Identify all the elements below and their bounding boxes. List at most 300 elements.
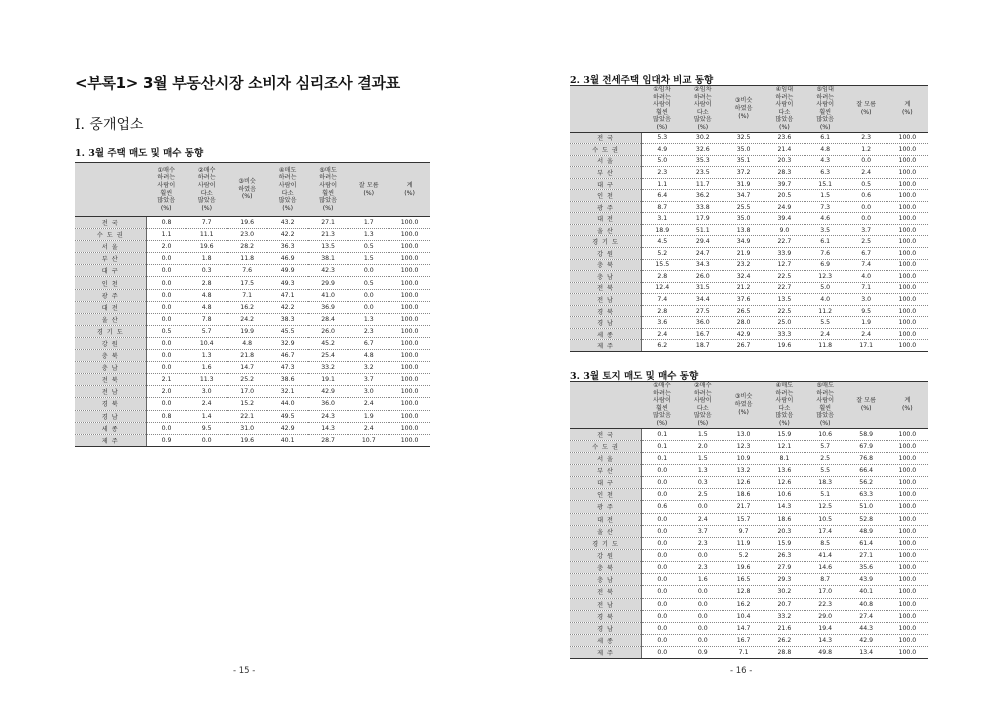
value-cell: 13.5 <box>764 294 805 306</box>
value-cell: 42.2 <box>267 301 307 313</box>
value-cell: 10.7 <box>348 434 389 446</box>
value-cell: 6.7 <box>348 337 389 349</box>
value-cell: 21.8 <box>227 350 267 362</box>
value-cell: 19.6 <box>764 340 805 352</box>
value-cell: 49.8 <box>805 647 846 659</box>
table-row <box>75 301 430 313</box>
value-cell: 27.5 <box>682 305 723 317</box>
value-cell: 40.1 <box>846 586 887 598</box>
value-cell: 6.2 <box>642 340 683 352</box>
value-cell: 0.0 <box>642 464 683 476</box>
value-cell: 19.6 <box>227 217 267 229</box>
value-cell: 100.0 <box>887 201 928 213</box>
value-cell: 2.0 <box>146 386 186 398</box>
value-cell: 46.9 <box>267 253 307 265</box>
value-cell: 32.9 <box>267 337 307 349</box>
value-cell: 3.0 <box>348 386 389 398</box>
value-cell: 38.1 <box>308 253 348 265</box>
region-cell: 경 기 도 <box>570 236 642 248</box>
value-cell: 19.4 <box>805 622 846 634</box>
value-cell: 18.7 <box>682 340 723 352</box>
column-header: ③비슷 하였음 (%) <box>723 382 764 429</box>
value-cell: 25.0 <box>764 317 805 329</box>
region-cell: 울 산 <box>75 313 146 325</box>
value-cell: 5.2 <box>642 248 683 260</box>
value-cell: 1.7 <box>348 217 389 229</box>
value-cell: 49.9 <box>267 265 307 277</box>
value-cell: 100.0 <box>389 289 430 301</box>
value-cell: 32.5 <box>723 132 764 144</box>
value-cell: 100.0 <box>389 229 430 241</box>
value-cell: 100.0 <box>389 362 430 374</box>
value-cell: 6.9 <box>805 259 846 271</box>
value-cell: 100.0 <box>887 213 928 225</box>
value-cell: 2.0 <box>682 440 723 452</box>
value-cell: 24.2 <box>227 313 267 325</box>
value-cell: 0.0 <box>348 301 389 313</box>
table-row <box>570 271 928 283</box>
value-cell: 27.1 <box>846 549 887 561</box>
value-cell: 26.7 <box>723 340 764 352</box>
region-cell: 서 울 <box>570 452 642 464</box>
value-cell: 100.0 <box>389 434 430 446</box>
value-cell: 100.0 <box>887 271 928 283</box>
column-header: ③비슷 하였음 (%) <box>723 86 764 133</box>
value-cell: 2.3 <box>682 562 723 574</box>
value-cell: 23.2 <box>723 259 764 271</box>
table-row <box>570 501 928 513</box>
value-cell: 12.4 <box>642 282 683 294</box>
column-header: ⑤매도 하려는 사람이 훨씬 많았음 (%) <box>308 163 348 217</box>
table-row <box>570 464 928 476</box>
value-cell: 2.4 <box>348 422 389 434</box>
value-cell: 3.7 <box>846 224 887 236</box>
value-cell: 48.9 <box>846 525 887 537</box>
value-cell: 6.7 <box>846 248 887 260</box>
region-cell: 대 전 <box>570 513 642 525</box>
value-cell: 4.8 <box>186 301 226 313</box>
value-cell: 1.2 <box>846 144 887 156</box>
value-cell: 22.5 <box>764 271 805 283</box>
region-cell: 대 전 <box>570 213 642 225</box>
column-header: ①매수 하려는 사람이 훨씬 많았음 (%) <box>146 163 186 217</box>
value-cell: 100.0 <box>887 513 928 525</box>
value-cell: 20.3 <box>764 525 805 537</box>
value-cell: 100.0 <box>887 259 928 271</box>
value-cell: 4.3 <box>805 155 846 167</box>
column-header: 잘 모름 (%) <box>846 382 887 429</box>
region-cell: 서 울 <box>570 155 642 167</box>
header-corner <box>570 382 642 429</box>
value-cell: 11.3 <box>186 374 226 386</box>
value-cell: 100.0 <box>389 277 430 289</box>
value-cell: 100.0 <box>887 562 928 574</box>
value-cell: 31.0 <box>227 422 267 434</box>
value-cell: 22.3 <box>805 598 846 610</box>
value-cell: 3.1 <box>642 213 683 225</box>
value-cell: 0.9 <box>682 647 723 659</box>
value-cell: 27.1 <box>308 217 348 229</box>
value-cell: 100.0 <box>389 265 430 277</box>
value-cell: 8.5 <box>805 537 846 549</box>
value-cell: 0.0 <box>146 301 186 313</box>
table-row <box>75 313 430 325</box>
value-cell: 100.0 <box>887 452 928 464</box>
value-cell: 0.0 <box>682 501 723 513</box>
value-cell: 49.5 <box>267 410 307 422</box>
value-cell: 41.0 <box>308 289 348 301</box>
value-cell: 11.7 <box>682 178 723 190</box>
value-cell: 7.4 <box>642 294 683 306</box>
table-row <box>75 422 430 434</box>
value-cell: 10.4 <box>723 610 764 622</box>
region-cell: 경 기 도 <box>75 325 146 337</box>
region-cell: 부 산 <box>570 167 642 179</box>
column-header: ②임차 하려는 사람이 다소 많았음 (%) <box>682 86 723 133</box>
table-row <box>570 562 928 574</box>
value-cell: 16.2 <box>227 301 267 313</box>
region-cell: 경 기 도 <box>570 537 642 549</box>
region-cell: 경 북 <box>75 398 146 410</box>
column-header: 잘 모름 (%) <box>348 163 389 217</box>
value-cell: 2.0 <box>146 241 186 253</box>
value-cell: 1.1 <box>642 178 683 190</box>
table-row <box>75 289 430 301</box>
table-row <box>75 434 430 446</box>
value-cell: 100.0 <box>887 477 928 489</box>
value-cell: 13.6 <box>764 464 805 476</box>
column-header: ①임차 하려는 사람이 훨씬 많았음 (%) <box>642 86 683 133</box>
value-cell: 19.6 <box>186 241 226 253</box>
value-cell: 42.9 <box>267 422 307 434</box>
value-cell: 3.0 <box>186 386 226 398</box>
value-cell: 100.0 <box>887 549 928 561</box>
table-row <box>570 259 928 271</box>
value-cell: 100.0 <box>887 317 928 329</box>
value-cell: 63.3 <box>846 489 887 501</box>
table-row <box>570 282 928 294</box>
value-cell: 34.3 <box>682 259 723 271</box>
value-cell: 0.0 <box>186 434 226 446</box>
value-cell: 7.6 <box>805 248 846 260</box>
table-row <box>75 253 430 265</box>
value-cell: 58.9 <box>846 428 887 440</box>
value-cell: 22.7 <box>764 236 805 248</box>
value-cell: 4.8 <box>805 144 846 156</box>
value-cell: 100.0 <box>389 374 430 386</box>
value-cell: 17.0 <box>227 386 267 398</box>
header-corner <box>570 86 642 133</box>
value-cell: 0.0 <box>146 362 186 374</box>
housing-trade-table <box>75 162 430 447</box>
value-cell: 0.0 <box>846 213 887 225</box>
value-cell: 7.1 <box>723 647 764 659</box>
table-row <box>75 277 430 289</box>
value-cell: 7.1 <box>227 289 267 301</box>
value-cell: 100.0 <box>887 525 928 537</box>
region-cell: 인 천 <box>570 190 642 202</box>
page-number-left: - 15 - <box>233 666 256 676</box>
value-cell: 41.4 <box>805 549 846 561</box>
value-cell: 0.0 <box>146 253 186 265</box>
value-cell: 100.0 <box>887 598 928 610</box>
value-cell: 1.3 <box>682 464 723 476</box>
value-cell: 29.3 <box>764 574 805 586</box>
value-cell: 1.3 <box>348 229 389 241</box>
value-cell: 100.0 <box>389 398 430 410</box>
value-cell: 15.9 <box>764 428 805 440</box>
value-cell: 35.0 <box>723 213 764 225</box>
value-cell: 18.3 <box>805 477 846 489</box>
value-cell: 47.3 <box>267 362 307 374</box>
value-cell: 11.9 <box>723 537 764 549</box>
value-cell: 3.6 <box>642 317 683 329</box>
table-row <box>570 428 928 440</box>
region-cell: 전 북 <box>570 282 642 294</box>
value-cell: 0.0 <box>682 634 723 646</box>
value-cell: 1.9 <box>348 410 389 422</box>
table-row <box>570 513 928 525</box>
value-cell: 11.8 <box>227 253 267 265</box>
value-cell: 21.4 <box>764 144 805 156</box>
value-cell: 32.1 <box>267 386 307 398</box>
value-cell: 0.0 <box>146 422 186 434</box>
value-cell: 35.1 <box>723 155 764 167</box>
value-cell: 8.7 <box>805 574 846 586</box>
region-cell: 부 산 <box>570 464 642 476</box>
value-cell: 2.5 <box>682 489 723 501</box>
value-cell: 21.6 <box>764 622 805 634</box>
value-cell: 5.2 <box>723 549 764 561</box>
region-cell: 충 남 <box>570 271 642 283</box>
value-cell: 1.6 <box>682 574 723 586</box>
value-cell: 0.0 <box>642 622 683 634</box>
value-cell: 100.0 <box>887 428 928 440</box>
value-cell: 100.0 <box>887 155 928 167</box>
table-row <box>75 265 430 277</box>
value-cell: 5.3 <box>642 132 683 144</box>
value-cell: 0.3 <box>186 265 226 277</box>
column-header: 계 (%) <box>887 382 928 429</box>
value-cell: 100.0 <box>887 167 928 179</box>
value-cell: 10.5 <box>805 513 846 525</box>
table-3-title: 3. 3월 토지 매도 및 매수 동향 <box>570 371 699 382</box>
value-cell: 11.1 <box>186 229 226 241</box>
value-cell: 20.3 <box>764 155 805 167</box>
value-cell: 5.5 <box>805 317 846 329</box>
value-cell: 16.5 <box>723 574 764 586</box>
value-cell: 0.0 <box>348 289 389 301</box>
value-cell: 100.0 <box>887 144 928 156</box>
table-row <box>570 586 928 598</box>
value-cell: 0.6 <box>846 190 887 202</box>
table-row <box>75 337 430 349</box>
table-2-title: 2. 3월 전세주택 임대차 비교 동향 <box>570 75 714 86</box>
region-cell: 경 북 <box>570 610 642 622</box>
value-cell: 34.9 <box>723 236 764 248</box>
value-cell: 33.2 <box>308 362 348 374</box>
region-cell: 대 구 <box>75 265 146 277</box>
value-cell: 51.1 <box>682 224 723 236</box>
column-header: ②매수 하려는 사람이 다소 많았음 (%) <box>186 163 226 217</box>
value-cell: 12.6 <box>723 477 764 489</box>
value-cell: 13.2 <box>723 464 764 476</box>
value-cell: 2.4 <box>846 328 887 340</box>
value-cell: 28.8 <box>764 647 805 659</box>
value-cell: 20.7 <box>764 598 805 610</box>
value-cell: 45.2 <box>308 337 348 349</box>
column-header: ⑤임대 하려는 사람이 훨씬 많았음 (%) <box>805 86 846 133</box>
table-row <box>570 236 928 248</box>
region-cell: 전 남 <box>570 598 642 610</box>
value-cell: 0.0 <box>146 398 186 410</box>
table-row <box>75 217 430 229</box>
value-cell: 26.5 <box>723 305 764 317</box>
region-cell: 울 산 <box>570 224 642 236</box>
table-row <box>570 574 928 586</box>
value-cell: 2.4 <box>642 328 683 340</box>
value-cell: 34.7 <box>723 190 764 202</box>
table-row <box>570 248 928 260</box>
value-cell: 100.0 <box>389 301 430 313</box>
value-cell: 5.7 <box>186 325 226 337</box>
value-cell: 35.0 <box>723 144 764 156</box>
value-cell: 28.2 <box>227 241 267 253</box>
value-cell: 100.0 <box>887 236 928 248</box>
value-cell: 25.2 <box>227 374 267 386</box>
value-cell: 100.0 <box>389 241 430 253</box>
table-row <box>570 201 928 213</box>
value-cell: 30.2 <box>764 586 805 598</box>
value-cell: 25.5 <box>723 201 764 213</box>
value-cell: 0.5 <box>146 325 186 337</box>
value-cell: 15.7 <box>723 513 764 525</box>
value-cell: 37.6 <box>723 294 764 306</box>
value-cell: 30.2 <box>682 132 723 144</box>
value-cell: 1.5 <box>682 452 723 464</box>
table-row <box>570 328 928 340</box>
value-cell: 0.0 <box>642 574 683 586</box>
value-cell: 100.0 <box>887 305 928 317</box>
region-cell: 제 주 <box>570 340 642 352</box>
value-cell: 2.3 <box>682 537 723 549</box>
value-cell: 23.6 <box>764 132 805 144</box>
value-cell: 100.0 <box>887 634 928 646</box>
region-cell: 전 북 <box>75 374 146 386</box>
value-cell: 33.2 <box>764 610 805 622</box>
value-cell: 15.9 <box>764 537 805 549</box>
table-row <box>570 647 928 659</box>
value-cell: 17.4 <box>805 525 846 537</box>
value-cell: 100.0 <box>887 224 928 236</box>
value-cell: 4.5 <box>642 236 683 248</box>
value-cell: 0.0 <box>682 549 723 561</box>
value-cell: 2.8 <box>642 305 683 317</box>
value-cell: 14.3 <box>805 634 846 646</box>
value-cell: 16.2 <box>723 598 764 610</box>
table-row <box>75 374 430 386</box>
value-cell: 35.3 <box>682 155 723 167</box>
value-cell: 0.8 <box>146 410 186 422</box>
value-cell: 100.0 <box>887 501 928 513</box>
table-row <box>570 537 928 549</box>
value-cell: 66.4 <box>846 464 887 476</box>
region-cell: 충 북 <box>570 259 642 271</box>
table-row <box>570 190 928 202</box>
value-cell: 45.5 <box>267 325 307 337</box>
value-cell: 1.8 <box>186 253 226 265</box>
value-cell: 31.5 <box>682 282 723 294</box>
value-cell: 39.7 <box>764 178 805 190</box>
page-title: <부록1> 3월 부동산시장 소비자 심리조사 결과표 <box>75 74 400 92</box>
value-cell: 36.0 <box>682 317 723 329</box>
table-row <box>570 525 928 537</box>
value-cell: 1.5 <box>805 190 846 202</box>
region-cell: 강 원 <box>570 549 642 561</box>
value-cell: 17.0 <box>805 586 846 598</box>
region-cell: 경 남 <box>570 317 642 329</box>
table-row <box>570 549 928 561</box>
section-title: Ⅰ. 중개업소 <box>75 117 144 133</box>
value-cell: 14.7 <box>227 362 267 374</box>
value-cell: 7.1 <box>846 282 887 294</box>
value-cell: 36.2 <box>682 190 723 202</box>
table-row <box>570 132 928 144</box>
value-cell: 42.9 <box>723 328 764 340</box>
value-cell: 36.3 <box>267 241 307 253</box>
table-row <box>570 489 928 501</box>
value-cell: 3.2 <box>348 362 389 374</box>
value-cell: 8.1 <box>764 452 805 464</box>
value-cell: 100.0 <box>389 253 430 265</box>
value-cell: 14.3 <box>764 501 805 513</box>
region-cell: 울 산 <box>570 525 642 537</box>
value-cell: 61.4 <box>846 537 887 549</box>
value-cell: 100.0 <box>389 410 430 422</box>
value-cell: 100.0 <box>887 282 928 294</box>
region-cell: 강 원 <box>75 337 146 349</box>
region-cell: 제 주 <box>570 647 642 659</box>
table-row <box>570 144 928 156</box>
value-cell: 100.0 <box>389 337 430 349</box>
value-cell: 27.9 <box>764 562 805 574</box>
value-cell: 33.3 <box>764 328 805 340</box>
value-cell: 11.8 <box>805 340 846 352</box>
value-cell: 0.0 <box>348 265 389 277</box>
value-cell: 100.0 <box>887 647 928 659</box>
value-cell: 19.9 <box>227 325 267 337</box>
value-cell: 2.4 <box>682 513 723 525</box>
region-cell: 서 울 <box>75 241 146 253</box>
value-cell: 0.0 <box>642 549 683 561</box>
region-cell: 인 천 <box>75 277 146 289</box>
column-header: ⑤매도 하려는 사람이 훨씬 많았음 (%) <box>805 382 846 429</box>
value-cell: 18.6 <box>764 513 805 525</box>
value-cell: 100.0 <box>887 464 928 476</box>
region-cell: 전 국 <box>75 217 146 229</box>
table-row <box>570 317 928 329</box>
region-cell: 경 남 <box>570 622 642 634</box>
value-cell: 5.0 <box>642 155 683 167</box>
table-row <box>570 167 928 179</box>
region-cell: 세 종 <box>570 328 642 340</box>
value-cell: 9.5 <box>846 305 887 317</box>
value-cell: 18.9 <box>642 224 683 236</box>
column-header: 계 (%) <box>389 163 430 217</box>
value-cell: 0.0 <box>642 513 683 525</box>
region-cell: 수 도 권 <box>570 440 642 452</box>
value-cell: 26.0 <box>682 271 723 283</box>
